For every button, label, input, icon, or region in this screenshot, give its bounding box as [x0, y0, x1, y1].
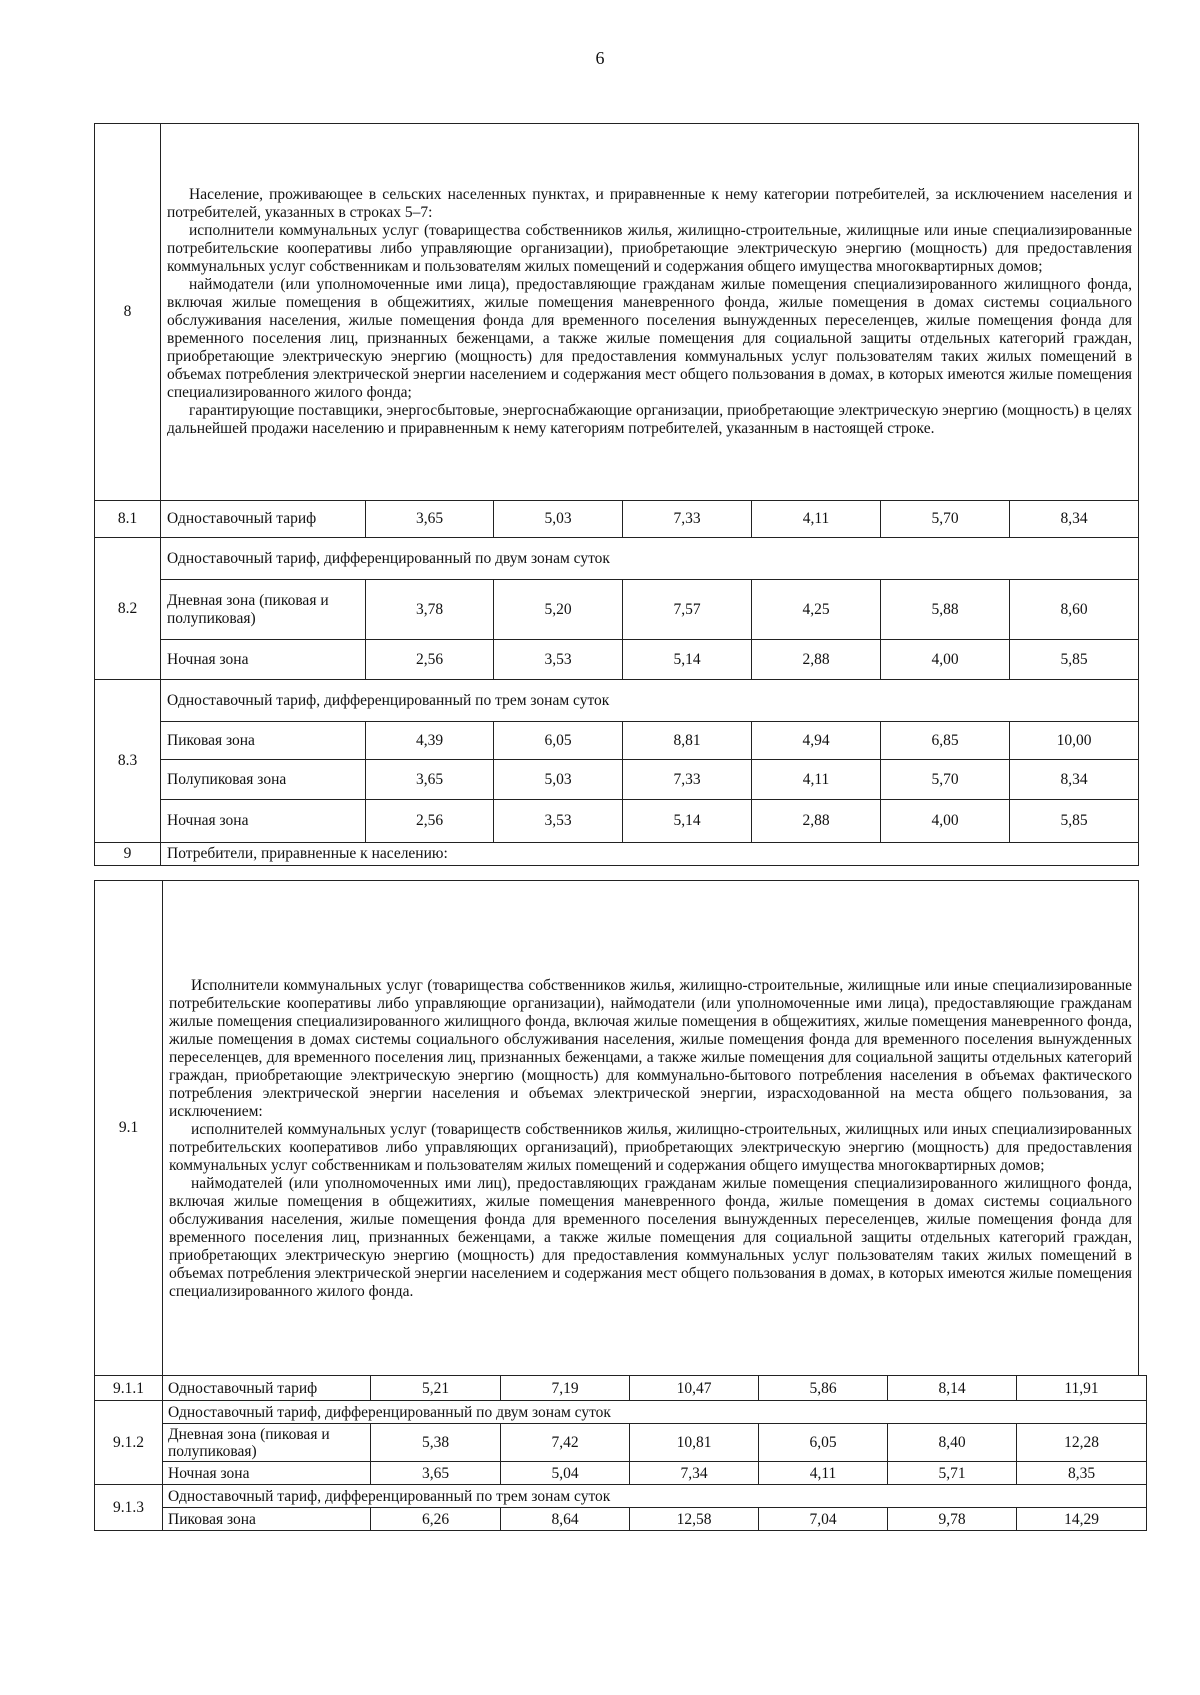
paragraph: наймодатели (или уполномоченные ими лица), предоставляющие гражданам жилые помещения специализированного жилищного фонда, включая жилые помещения в общежитиях, жилые помещения маневренного фонда, жилые помещения в домах системы социального обслуживания населения, жилые помещения фонда для временного поселения вынужденных переселенцев, жилые помещения фонда для временного поселения лиц, признанных беженцами, а также жилые помещения для социальной защиты отдельных категорий граждан, приобретающие электрическую энергию (мощность) для предоставления коммунальных услуг пользователям таких жилых помещений в объемах потребления электрической энергии населением и содержания мест общего пользования в домах, в которых имеются жилые помещения специализированного жилого фонда; [167, 276, 1133, 401]
tariff-value: 2,56 [366, 640, 494, 680]
tariff-value: 4,11 [752, 760, 881, 800]
table-row [95, 881, 1139, 1376]
row-description [161, 124, 1139, 501]
paragraph: гарантирующие поставщики, энергосбытовые, энергоснабжающие организации, приобретающие электрическую энергию (мощность) в целях дальнейшей продажи населению и приравненным к нему категориям потребителей, указанным в настоящей строке. [167, 402, 1133, 437]
tariff-table-middle [94, 880, 1139, 1376]
table-row [95, 680, 1139, 722]
tariff-value: 8,60 [1010, 580, 1139, 640]
tariff-value: 6,05 [759, 1424, 888, 1462]
tariff-header: Одноставочный тариф, дифференцированный по трем зонам суток [161, 680, 1139, 722]
tariff-value: 5,88 [881, 580, 1010, 640]
table-row [95, 1376, 1147, 1401]
tariff-value: 7,33 [623, 760, 752, 800]
tariff-value: 5,86 [759, 1376, 888, 1401]
paragraph: исполнителей коммунальных услуг (товариществ собственников жилья, жилищно-строительных, жилищных или иных специализированных потребительских кооперативов либо управляющих организаций), приобретающих электрическую энергию (мощность) для предоставления коммунальных услуг собственникам и пользователям жилых помещений и содержания общего имущества многоквартирных домов; [169, 1121, 1132, 1174]
tariff-label: Ночная зона [161, 640, 366, 680]
tariff-value: 9,78 [888, 1508, 1017, 1531]
table-row [95, 538, 1139, 580]
tariff-value: 5,21 [371, 1376, 501, 1401]
row-number: 8.3 [95, 680, 161, 843]
row-description [163, 881, 1139, 1376]
table-row [95, 124, 1139, 501]
table-row [95, 501, 1139, 538]
tariff-value: 4,94 [752, 722, 881, 760]
table-row [95, 760, 1139, 800]
tariff-value: 7,34 [630, 1462, 759, 1485]
tariff-value: 4,11 [752, 501, 881, 538]
table-row [95, 1462, 1147, 1485]
tariff-header: Одноставочный тариф, дифференцированный по двум зонам суток [163, 1401, 1147, 1424]
table-row [95, 580, 1139, 640]
tariff-value: 10,47 [630, 1376, 759, 1401]
tariff-value: 6,05 [494, 722, 623, 760]
tariff-value: 14,29 [1017, 1508, 1147, 1531]
tariff-label: Одноставочный тариф [161, 501, 366, 538]
tariff-value: 8,34 [1010, 501, 1139, 538]
paragraph: Население, проживающее в сельских населенных пунктах, и приравненные к нему категории потребителей, за исключением населения и потребителей, указанных в строках 5–7: [167, 186, 1133, 221]
tariff-value: 7,57 [623, 580, 752, 640]
tariff-value: 4,39 [366, 722, 494, 760]
tariff-table-bottom [94, 1375, 1147, 1531]
tariff-label: Ночная зона [163, 1462, 371, 1485]
tariff-value: 3,53 [494, 640, 623, 680]
row-number: 8 [95, 124, 161, 501]
tariff-table-top [94, 123, 1139, 866]
table-row [95, 800, 1139, 843]
tariff-value: 5,70 [881, 760, 1010, 800]
tariff-value: 2,88 [752, 800, 881, 843]
tariff-value: 5,71 [888, 1462, 1017, 1485]
tariff-value: 8,81 [623, 722, 752, 760]
row-number: 9.1.1 [95, 1376, 163, 1401]
tariff-value: 7,19 [501, 1376, 630, 1401]
table-row [95, 1424, 1147, 1462]
tariff-value: 11,91 [1017, 1376, 1147, 1401]
table-row [95, 1508, 1147, 1531]
tariff-value: 5,14 [623, 800, 752, 843]
tariff-value: 4,00 [881, 800, 1010, 843]
tariff-value: 8,34 [1010, 760, 1139, 800]
row-description: Потребители, приравненные к населению: [161, 843, 1139, 866]
tariff-header: Одноставочный тариф, дифференцированный по трем зонам суток [163, 1485, 1147, 1508]
tariff-value: 4,00 [881, 640, 1010, 680]
tariff-value: 8,14 [888, 1376, 1017, 1401]
row-number: 9 [95, 843, 161, 866]
table-row [95, 843, 1139, 866]
tariff-value: 5,38 [371, 1424, 501, 1462]
tariff-value: 3,78 [366, 580, 494, 640]
tariff-value: 5,70 [881, 501, 1010, 538]
row-number: 8.2 [95, 538, 161, 680]
tariff-value: 5,85 [1010, 640, 1139, 680]
table-row [95, 722, 1139, 760]
tariff-value: 3,65 [371, 1462, 501, 1485]
table-row [95, 1401, 1147, 1424]
tariff-value: 3,65 [366, 501, 494, 538]
tariff-value: 8,40 [888, 1424, 1017, 1462]
row-number: 9.1 [95, 881, 163, 1376]
tariff-value: 8,35 [1017, 1462, 1147, 1485]
tariff-value: 2,88 [752, 640, 881, 680]
tariff-value: 7,04 [759, 1508, 888, 1531]
tariff-value: 3,53 [494, 800, 623, 843]
tariff-value: 3,65 [366, 760, 494, 800]
tariff-value: 5,14 [623, 640, 752, 680]
tariff-label: Пиковая зона [161, 722, 366, 760]
tariff-label: Одноставочный тариф [163, 1376, 371, 1401]
page-number: 6 [595, 48, 605, 68]
paragraph: исполнители коммунальных услуг (товарищества собственников жилья, жилищно-строительные, жилищные или иные специализированные потребительские кооперативы либо управляющие организации), приобретающие электрическую энергию (мощность) для предоставления коммунальных услуг собственникам и пользователям жилых помещений и содержания общего имущества многоквартирных домов; [167, 222, 1133, 275]
tariff-value: 4,11 [759, 1462, 888, 1485]
tariff-label: Пиковая зона [163, 1508, 371, 1531]
table-row [95, 640, 1139, 680]
tariff-value: 10,81 [630, 1424, 759, 1462]
tariff-value: 5,20 [494, 580, 623, 640]
tariff-value: 10,00 [1010, 722, 1139, 760]
tariff-value: 5,85 [1010, 800, 1139, 843]
tariff-label: Дневная зона (пиковая и полупиковая) [161, 580, 366, 640]
row-number: 8.1 [95, 501, 161, 538]
tariff-label: Дневная зона (пиковая и полупиковая) [163, 1424, 371, 1462]
tariff-value: 8,64 [501, 1508, 630, 1531]
tariff-label: Полупиковая зона [161, 760, 366, 800]
tariff-value: 5,03 [494, 501, 623, 538]
tariff-value: 7,42 [501, 1424, 630, 1462]
tariff-value: 12,58 [630, 1508, 759, 1531]
row-number: 9.1.2 [95, 1401, 163, 1485]
tariff-header: Одноставочный тариф, дифференцированный по двум зонам суток [161, 538, 1139, 580]
paragraph: Исполнители коммунальных услуг (товарищества собственников жилья, жилищно-строительные, жилищные или иные специализированные потребительские кооперативы либо управляющие организации), наймодатели (или уполномоченные ими лица), предоставляющие гражданам жилые помещения специализированного жилищного фонда, включая жилые помещения в общежитиях, жилые помещения маневренного фонда, жилые помещения в домах системы социального обслуживания населения, жилые помещения фонда для временного поселения вынужденных переселенцев, для временного поселения лиц, признанных беженцами, а также жилые помещения для социальной защиты отдельных категорий граждан, приобретающие электрическую энергию (мощность) для коммунально-бытового потребления населения в объемах фактического потребления электрической энергии населения и объемах электрической энергии, израсходованной на места общего пользования, за исключением: [169, 977, 1132, 1120]
tariff-value: 5,04 [501, 1462, 630, 1485]
tariff-value: 6,85 [881, 722, 1010, 760]
tariff-value: 4,25 [752, 580, 881, 640]
table-row [95, 1485, 1147, 1508]
tariff-value: 5,03 [494, 760, 623, 800]
row-number: 9.1.3 [95, 1485, 163, 1531]
tariff-value: 7,33 [623, 501, 752, 538]
tariff-value: 6,26 [371, 1508, 501, 1531]
tariff-value: 12,28 [1017, 1424, 1147, 1462]
tariff-value: 2,56 [366, 800, 494, 843]
tariff-label: Ночная зона [161, 800, 366, 843]
paragraph: наймодателей (или уполномоченных ими лиц), предоставляющих гражданам жилые помещения специализированного жилищного фонда, включая жилые помещения в общежитиях, жилые помещения маневренного фонда, жилые помещения в домах системы социального обслуживания населения, жилые помещения фонда для временного поселения вынужденных переселенцев, жилые помещения фонда для временного поселения лиц, признанных беженцами, а также жилые помещения для социальной защиты отдельных категорий граждан, приобретающих электрическую энергию (мощность) для предоставления коммунальных услуг пользователям таких жилых помещений в объемах потребления электрической энергии населением и содержания мест общего пользования в домах, в которых имеются жилые помещения специализированного жилого фонда. [169, 1175, 1132, 1300]
